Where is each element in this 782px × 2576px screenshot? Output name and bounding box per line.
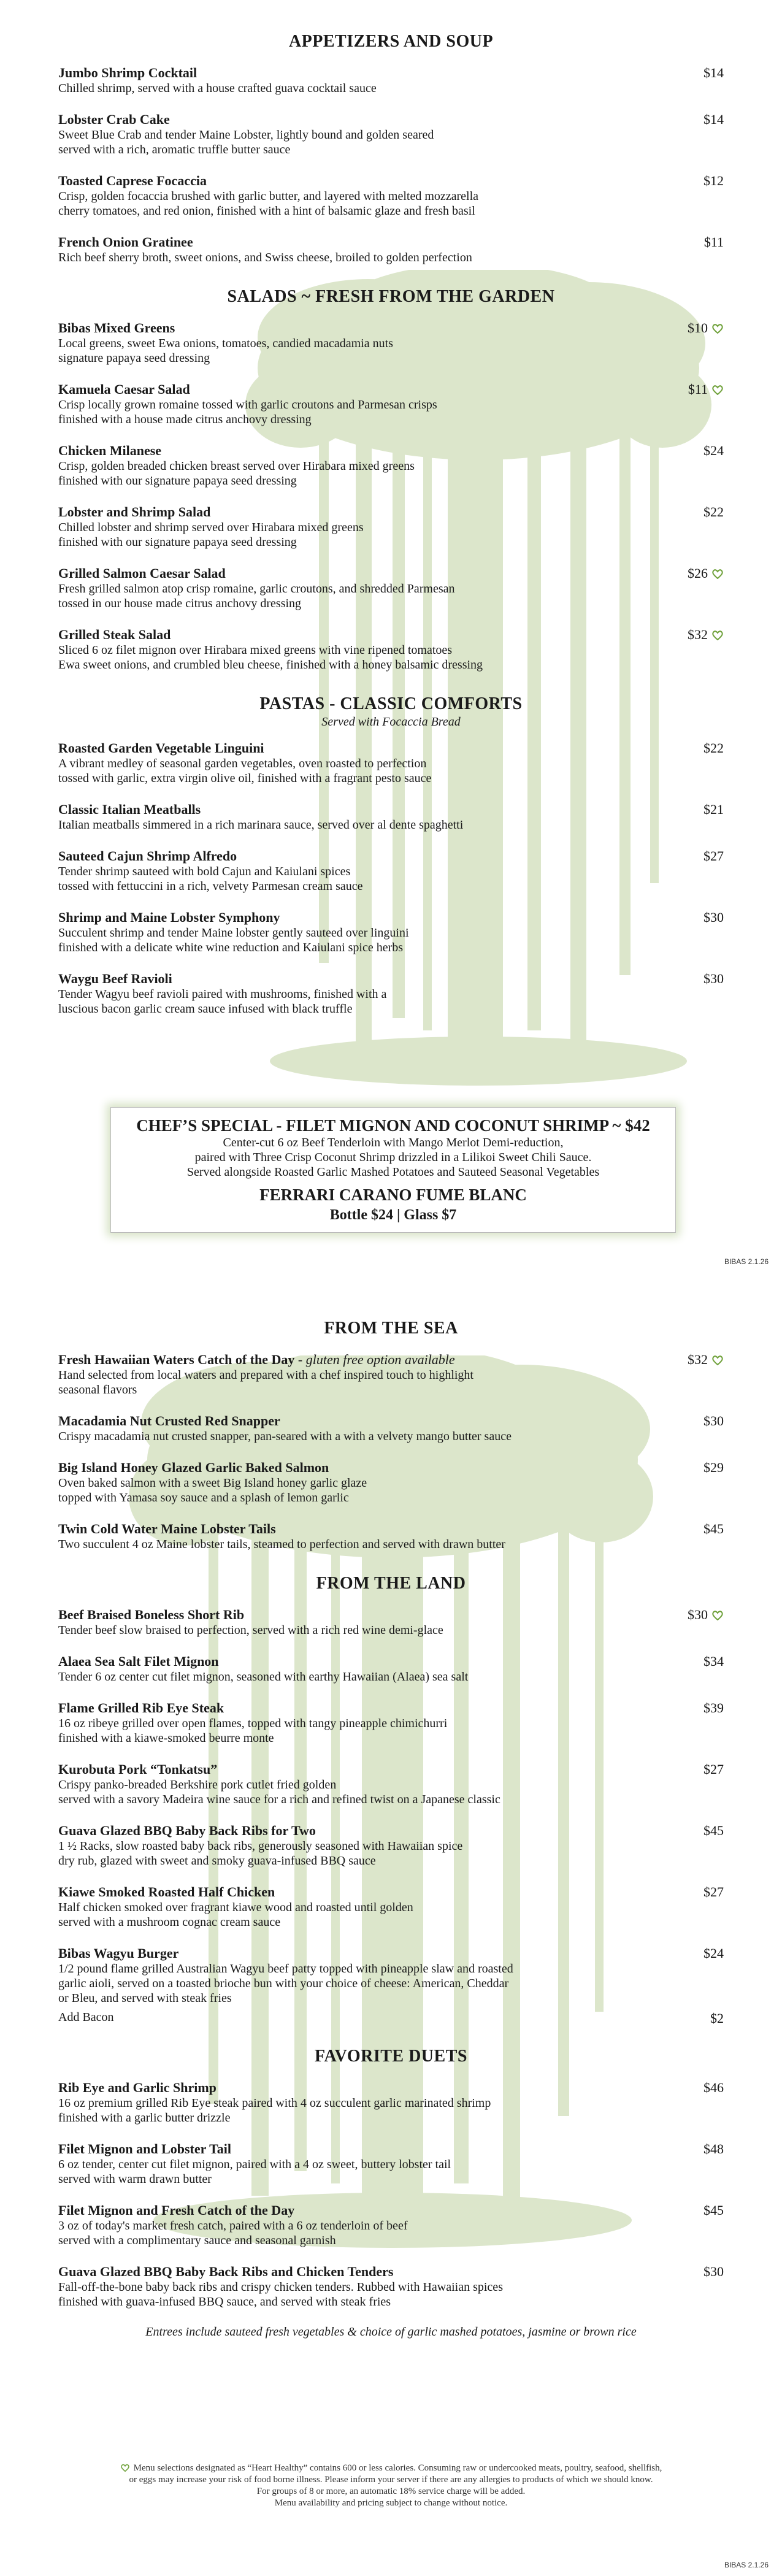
chefs-special-line: paired with Three Crisp Coconut Shrimp drizzled in a Lilikoi Sweet Chili Sauce. (194, 1151, 592, 1164)
item-name: Macadamia Nut Crusted Red Snapper (58, 1413, 280, 1428)
item-price: $30 (703, 910, 724, 925)
item-price: $45 (703, 2202, 724, 2218)
section-title-salads: SALADS ~ FRESH FROM THE GARDEN (227, 287, 555, 306)
item-price: $12 (703, 173, 724, 188)
menu-item (58, 1352, 724, 1397)
heart-healthy-icon (711, 1609, 724, 1620)
section-title-appetizers: APPETIZERS AND SOUP (288, 32, 494, 51)
item-name: Waygu Beef Ravioli (58, 971, 172, 986)
heart-healthy-icon (120, 2463, 130, 2472)
item-description: Crisp, golden breaded chicken breast served over Hirabara mixed greens finished with our signature papaya seed dressing (58, 459, 415, 488)
item-price: $32 (688, 1352, 724, 1368)
item-name: Guava Glazed BBQ Baby Back Ribs for Two (58, 1823, 316, 1838)
item-description: 16 oz premium grilled Rib Eye steak paired with 4 oz succulent garlic marinated shrimp finished with a garlic butter drizzle (58, 2096, 491, 2125)
item-description: Oven baked salmon with a sweet Big Island honey garlic glaze topped with Yamasa soy sauce and a splash of lemon garlic (58, 1476, 367, 1505)
menu-item (58, 1884, 724, 1930)
item-description: 1/2 pound flame grilled Australian Wagyu beef patty topped with pineapple slaw and roasted garlic aioli, served on a toasted brioche bun with your choice of cheese: American, Cheddar or Bleu, and served with steak fries (58, 1962, 513, 2005)
wine-feature-price: Bottle $24 | Glass $7 (329, 1207, 457, 1223)
section-title-duets: FAVORITE DUETS (315, 2047, 467, 2066)
menu-item (58, 1761, 724, 1807)
item-name: Roasted Garden Vegetable Linguini (58, 740, 264, 756)
menu-item (58, 65, 724, 96)
menu-item (58, 740, 724, 786)
item-price: $14 (703, 65, 724, 80)
item-description: Crispy panko-breaded Berkshire pork cutlet fried golden served with a savory Madeira wine sauce for a rich and refined twist on a Japanese classic (58, 1778, 500, 1806)
section-subtitle-pastas: Served with Focaccia Bread (321, 715, 461, 729)
item-description: Succulent shrimp and tender Maine lobster gently sauteed over linguini finished with a delicate white wine reduction and Kaiulani spice herbs (58, 926, 409, 954)
chefs-special-line: Center-cut 6 oz Beef Tenderloin with Mango Merlot Demi-reduction, (223, 1136, 564, 1149)
menu-item (58, 173, 724, 218)
chefs-special-box (110, 1107, 676, 1233)
item-description: Tender 6 oz center cut filet mignon, seasoned with earthy Hawaiian (Alaea) sea salt (58, 1670, 469, 1684)
item-name: Guava Glazed BBQ Baby Back Ribs and Chicken Tenders (58, 2264, 394, 2279)
item-description: Italian meatballs simmered in a rich marinara sauce, served over al dente spaghetti (58, 818, 464, 832)
menu-item (58, 2202, 724, 2248)
item-name: Jumbo Shrimp Cocktail (58, 65, 197, 80)
item-name: Classic Italian Meatballs (58, 802, 201, 817)
menu-item (58, 443, 724, 488)
menu-item (58, 1521, 724, 1552)
item-description: Crisp locally grown romaine tossed with garlic croutons and Parmesan crisps finished with a house made citrus anchovy dressing (58, 398, 437, 426)
menu-item (58, 2264, 724, 2309)
item-name: Flame Grilled Rib Eye Steak (58, 1700, 224, 1715)
item-price: $34 (703, 1654, 724, 1669)
item-description: Crisp, golden focaccia brushed with garlic butter, and layered with melted mozzarella cherry tomatoes, and red onion, finished with a hint of balsamic glaze and fresh basil (58, 190, 479, 218)
item-description: Hand selected from local waters and prepared with a chef inspired touch to highlight seasonal flavors (58, 1368, 473, 1397)
item-name: Sauteed Cajun Shrimp Alfredo (58, 848, 237, 864)
item-price: $39 (703, 1700, 724, 1715)
chefs-special-title: CHEF’S SPECIAL - FILET MIGNON AND COCONUT SHRIMP ~ $42 (136, 1116, 650, 1135)
item-description: Tender Wagyu beef ravioli paired with mushrooms, finished with a luscious bacon garlic cream sauce infused with black truffle (58, 987, 387, 1016)
item-price: $11 (688, 381, 724, 397)
item-name: Chicken Milanese (58, 443, 162, 458)
heart-healthy-icon (711, 629, 724, 640)
item-name: Filet Mignon and Fresh Catch of the Day (58, 2202, 295, 2218)
menu-item (58, 1700, 724, 1746)
menu-item (58, 971, 724, 1016)
section-title-land: FROM THE LAND (316, 1574, 466, 1593)
item-price: $27 (703, 848, 724, 864)
heart-healthy-icon (711, 384, 724, 395)
addon-price: $2 (710, 2011, 724, 2026)
item-name: Toasted Caprese Focaccia (58, 173, 207, 188)
menu-code: BIBAS 2.1.26 (724, 2561, 769, 2569)
item-name: Beef Braised Boneless Short Rib (58, 1607, 245, 1622)
menu-item (58, 320, 724, 366)
item-price: $30 (703, 971, 724, 986)
item-description: Rich beef sherry broth, sweet onions, and Swiss cheese, broiled to golden perfection (58, 251, 472, 264)
item-price: $27 (703, 1761, 724, 1777)
menu-item (58, 802, 724, 832)
menu-item (58, 112, 724, 157)
item-price: $30 (703, 1413, 724, 1428)
section-title-pastas: PASTAS - CLASSIC COMFORTS (259, 694, 523, 713)
item-description: Chilled lobster and shrimp served over Hirabara mixed greens finished with our signature papaya seed dressing (58, 521, 364, 549)
item-name: Lobster Crab Cake (58, 112, 170, 127)
item-price: $10 (688, 320, 724, 336)
item-price: $30 (703, 2264, 724, 2279)
menu-item (58, 565, 724, 611)
menu-code: BIBAS 2.1.26 (724, 1257, 769, 1266)
chefs-special-line: Served alongside Roasted Garlic Mashed Potatoes and Sauteed Seasonal Vegetables (186, 1165, 600, 1179)
item-price: $24 (703, 443, 724, 458)
wine-feature-title: FERRARI CARANO FUME BLANC (259, 1186, 527, 1204)
item-name: Filet Mignon and Lobster Tail (58, 2141, 231, 2156)
item-name: Shrimp and Maine Lobster Symphony (58, 910, 280, 925)
menu-item (58, 910, 724, 955)
item-description: Tender shrimp sauteed with bold Cajun and Kaiulani spices tossed with fettuccini in a rich, velvety Parmesan cream sauce (58, 865, 363, 893)
menu-item (58, 848, 724, 894)
menu-item (58, 1607, 724, 1638)
item-price: $26 (688, 565, 724, 581)
menu-page-1 (0, 0, 782, 1282)
menu-item (58, 1654, 724, 1684)
item-description: Tender beef slow braised to perfection, served with a rich red wine demi-glace (58, 1623, 443, 1637)
menu-item (58, 2080, 724, 2125)
heart-healthy-icon (711, 568, 724, 579)
heart-healthy-icon (711, 1354, 724, 1365)
item-price: $24 (703, 1945, 724, 1961)
item-price: $45 (703, 1521, 724, 1536)
item-name: Kiawe Smoked Roasted Half Chicken (58, 1884, 275, 1899)
item-description: A vibrant medley of seasonal garden vegetables, oven roasted to perfection tossed with garlic, extra virgin olive oil, finished with a fragrant pesto sauce (58, 757, 432, 785)
item-name: Alaea Sea Salt Filet Mignon (58, 1654, 219, 1669)
item-name: Rib Eye and Garlic Shrimp (58, 2080, 217, 2095)
item-note: - gluten free option available (294, 1352, 455, 1367)
item-name: Kamuela Caesar Salad (58, 381, 190, 397)
item-price: $22 (703, 504, 724, 519)
item-price: $45 (703, 1823, 724, 1838)
item-price: $30 (688, 1607, 724, 1623)
item-description: 3 oz of today's market fresh catch, paired with a 6 oz tenderloin of beef served with a complimentary sauce and seasonal garnish (58, 2219, 408, 2247)
item-name: Bibas Wagyu Burger (58, 1945, 179, 1961)
item-name: Twin Cold Water Maine Lobster Tails (58, 1521, 276, 1536)
menu-item (58, 1945, 724, 2025)
menu-disclaimer: Menu selections designated as “Heart Healthy” contains 600 or less calories. Consuming raw or undercooked meats, poultry, seafood, shellfish, or eggs may increase your risk of food borne illness. Please inform your server if there are any allergies to products of which we should know. For groups of 8 or more, an automatic 18% service charge will be added. Menu availability and pricing subject to change without notice. (58, 2463, 724, 2509)
addon-row (58, 2011, 724, 2025)
heart-healthy-icon (711, 323, 724, 334)
item-name: Kurobuta Pork “Tonkatsu” (58, 1761, 218, 1777)
item-name: Fresh Hawaiian Waters Catch of the Day - gluten free option available (58, 1352, 455, 1367)
menu-item (58, 234, 724, 265)
item-description: Sliced 6 oz filet mignon over Hirabara mixed greens with vine ripened tomatoes Ewa sweet onions, and crumbled bleu cheese, finished with a honey balsamic dressing (58, 643, 483, 672)
item-description: 6 oz tender, center cut filet mignon, paired with a 4 oz sweet, buttery lobster tail served with warm drawn butter (58, 2158, 451, 2186)
item-description: Half chicken smoked over fragrant kiawe wood and roasted until golden served with a mushroom cognac cream sauce (58, 1901, 413, 1929)
item-description: Local greens, sweet Ewa onions, tomatoes, candied macadamia nuts signature papaya seed dressing (58, 337, 393, 365)
menu-item (58, 627, 724, 672)
item-description: Fresh grilled salmon atop crisp romaine, garlic croutons, and shredded Parmesan tossed in our house made citrus anchovy dressing (58, 582, 455, 610)
item-price: $29 (703, 1460, 724, 1475)
menu-item (58, 1460, 724, 1505)
item-price: $32 (688, 627, 724, 643)
item-price: $11 (703, 234, 724, 250)
item-description: Crispy macadamia nut crusted snapper, pan-seared with a with a velvety mango butter sauce (58, 1430, 512, 1443)
item-description: Two succulent 4 oz Maine lobster tails, steamed to perfection and served with drawn butter (58, 1538, 505, 1551)
item-name: Lobster and Shrimp Salad (58, 504, 211, 519)
item-name: French Onion Gratinee (58, 234, 193, 250)
menu-item (58, 381, 724, 427)
menu-page-2 (0, 1282, 782, 2576)
item-price: $21 (703, 802, 724, 817)
item-name: Big Island Honey Glazed Garlic Baked Salmon (58, 1460, 329, 1475)
item-description: 1 ½ Racks, slow roasted baby back ribs, generously seasoned with Hawaiian spice dry rub, glazed with sweet and smoky guava-infused BBQ sauce (58, 1839, 463, 1868)
menu-item (58, 504, 724, 550)
item-description: Chilled shrimp, served with a house crafted guava cocktail sauce (58, 82, 377, 95)
item-description: 16 oz ribeye grilled over open flames, topped with tangy pineapple chimichurri finished with a kiawe-smoked beurre monte (58, 1717, 448, 1745)
item-description: Fall-off-the-bone baby back ribs and crispy chicken tenders. Rubbed with Hawaiian spices finished with guava-infused BBQ sauce, and served with steak fries (58, 2280, 503, 2309)
item-name: Grilled Salmon Caesar Salad (58, 565, 226, 581)
addon-label: Add Bacon (58, 2011, 114, 2024)
item-description: Sweet Blue Crab and tender Maine Lobster, lightly bound and golden seared served with a rich, aromatic truffle butter sauce (58, 128, 434, 156)
menu-item (58, 2141, 724, 2187)
item-price: $27 (703, 1884, 724, 1899)
menu-item (58, 1413, 724, 1444)
section-title-sea: FROM THE SEA (324, 1319, 458, 1338)
item-name: Grilled Steak Salad (58, 627, 171, 642)
item-price: $22 (703, 740, 724, 756)
menu-item (58, 1823, 724, 1868)
item-price: $48 (703, 2141, 724, 2156)
item-name: Bibas Mixed Greens (58, 320, 175, 335)
item-price: $14 (703, 112, 724, 127)
item-price: $46 (703, 2080, 724, 2095)
entrees-note: Entrees include sauteed fresh vegetables & choice of garlic mashed potatoes, jasmine or brown rice (145, 2325, 637, 2339)
